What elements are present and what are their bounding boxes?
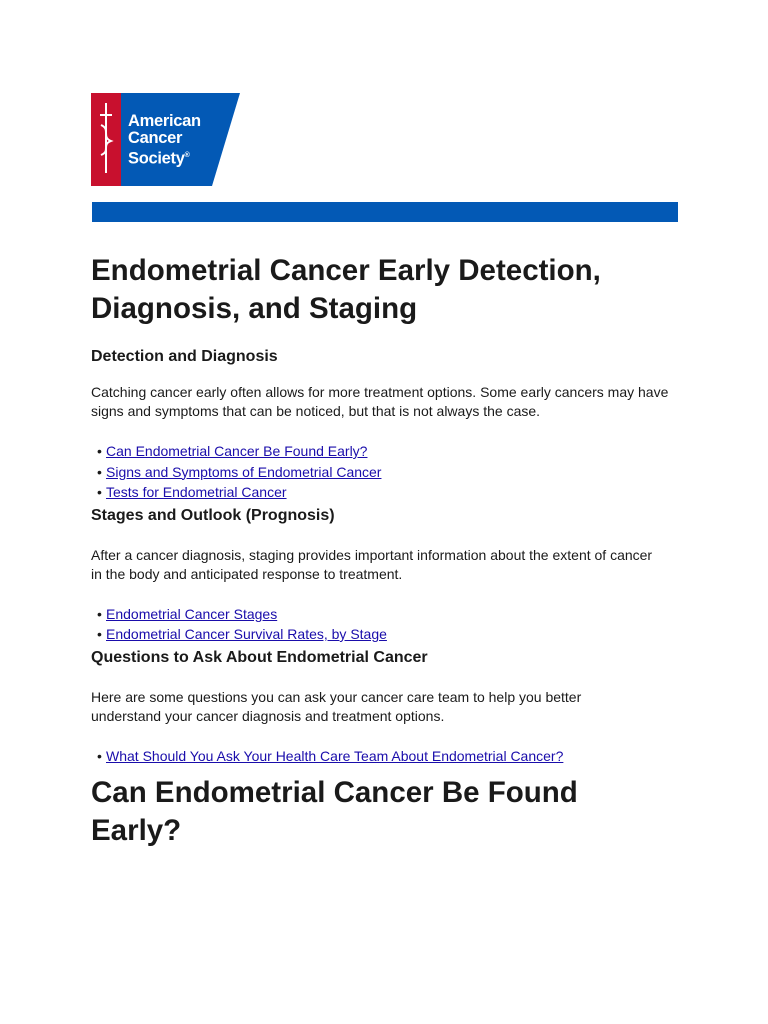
section-paragraph-stages: After a cancer diagnosis, staging provides important information about the extent of cancer in the body and anticipated response to treatment. <box>91 546 653 582</box>
link-found-early[interactable]: Can Endometrial Cancer Be Found Early? <box>106 443 368 459</box>
list-item: • Signs and Symptoms of Endometrial Cancer <box>97 463 382 480</box>
link-list-questions <box>91 746 691 767</box>
list-item: • What Should You Ask Your Health Care Team About Endometrial Cancer? <box>97 747 564 764</box>
list-item: • Endometrial Cancer Stages <box>97 605 278 622</box>
section-heading-stages: Stages and Outlook (Prognosis) <box>91 506 335 524</box>
american-cancer-society-logo <box>91 93 240 186</box>
page-title: Endometrial Cancer Early Detection, Diagnosis, and Staging <box>91 254 601 325</box>
header-divider-bar <box>92 202 678 222</box>
section-paragraph-detection: Catching cancer early often allows for more treatment options. Some early cancers may have signs and symptoms that can be noticed, but that is not always the case. <box>91 384 669 419</box>
section-title-found-early: Can Endometrial Cancer Be Found Early? <box>91 776 578 847</box>
link-survival-rates[interactable]: Endometrial Cancer Survival Rates, by Stage <box>106 626 387 642</box>
link-list-detection <box>91 441 691 503</box>
section-heading-questions: Questions to Ask About Endometrial Cancer <box>91 648 428 666</box>
link-stages[interactable]: Endometrial Cancer Stages <box>106 605 278 622</box>
list-item: • Can Endometrial Cancer Be Found Early? <box>97 443 368 459</box>
section-paragraph-questions: Here are some questions you can ask your cancer care team to help you better understand your cancer diagnosis and treatment options. <box>91 688 582 724</box>
link-signs-symptoms[interactable]: Signs and Symptoms of Endometrial Cancer <box>106 463 382 480</box>
link-list-stages <box>91 604 691 645</box>
document-body <box>91 252 691 850</box>
list-item: • Endometrial Cancer Survival Rates, by Stage <box>97 626 387 642</box>
logo-wordmark: American Cancer Society® <box>128 112 201 168</box>
list-item: • Tests for Endometrial Cancer <box>97 484 287 500</box>
section-heading-detection: Detection and Diagnosis <box>91 348 278 365</box>
link-tests[interactable]: Tests for Endometrial Cancer <box>106 484 287 500</box>
link-questions-care-team[interactable]: What Should You Ask Your Health Care Team About Endometrial Cancer? <box>106 747 564 764</box>
